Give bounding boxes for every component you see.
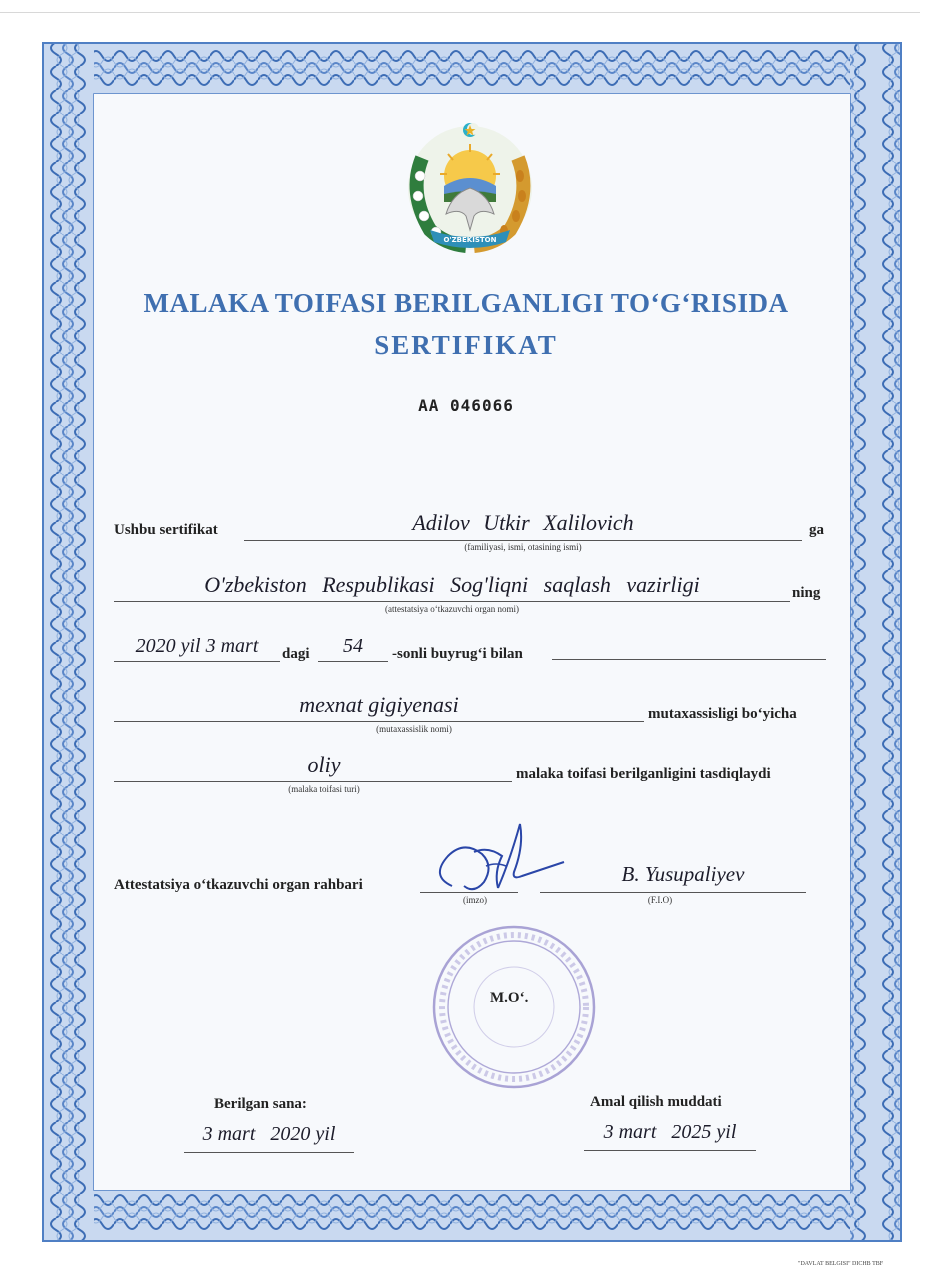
category-caption: (malaka toifasi turi) bbox=[288, 784, 360, 794]
signature-icon bbox=[424, 816, 574, 902]
certificate-title: MALAKA TOIFASI BERILGANLIGI TO‘G‘RISIDA bbox=[143, 288, 789, 318]
line4-suffix: mutaxassisligi bo‘yicha bbox=[648, 706, 797, 722]
order-number-rule bbox=[318, 661, 388, 662]
signature-caption: (imzo) bbox=[463, 895, 487, 905]
valid-until-label: Amal qilish muddati bbox=[590, 1094, 722, 1110]
valid-until-date: 3 mart 2025 yil bbox=[603, 1121, 737, 1143]
holder-name-caption: (familiyasi, ismi, otasining ismi) bbox=[464, 542, 582, 552]
state-emblem-icon bbox=[400, 118, 540, 254]
qualification-category: oliy bbox=[307, 752, 341, 777]
certificate-subtitle: SERTIFIKAT bbox=[374, 330, 558, 360]
valid-until-rule bbox=[584, 1150, 756, 1151]
line1-rule bbox=[244, 540, 802, 541]
emblem-ribbon-text: O'ZBEKISTON bbox=[443, 236, 497, 244]
order-date-rule bbox=[114, 661, 280, 662]
stamp-label: M.O‘. bbox=[490, 990, 529, 1006]
signatory-name: B. Yusupaliyev bbox=[621, 862, 745, 886]
line5-suffix: malaka toifasi berilganligini tasdiqlaydi bbox=[516, 766, 771, 782]
issued-date-rule bbox=[184, 1152, 354, 1153]
specialty-caption: (mutaxassislik nomi) bbox=[376, 724, 452, 734]
line2-suffix: ning bbox=[792, 585, 821, 601]
order-date: 2020 yil 3 mart bbox=[135, 635, 259, 657]
line4-rule bbox=[114, 721, 644, 722]
order-dagi: dagi bbox=[282, 646, 310, 662]
order-text: -sonli buyrug‘i bilan bbox=[392, 646, 523, 662]
issued-date-label: Berilgan sana: bbox=[214, 1096, 307, 1112]
specialty: mexnat gigiyenasi bbox=[299, 692, 459, 717]
line2-rule bbox=[114, 601, 790, 602]
signatory-label: Attestatsiya o‘tkazuvchi organ rahbari bbox=[114, 877, 363, 893]
line1-suffix: ga bbox=[809, 522, 824, 538]
line1-prefix: Ushbu sertifikat bbox=[114, 522, 218, 538]
holder-name: Adilov Utkir Xalilovich bbox=[412, 510, 634, 535]
signatory-name-rule bbox=[540, 892, 806, 893]
printer-note: "DAVLAT BELGISI" DICHB TBF bbox=[798, 1261, 884, 1267]
order-number: 54 bbox=[343, 635, 363, 657]
official-stamp-icon bbox=[428, 922, 600, 1092]
line5-rule bbox=[114, 781, 512, 782]
issued-date: 3 mart 2020 yil bbox=[202, 1123, 336, 1145]
signatory-name-caption: (F.I.O) bbox=[647, 895, 673, 905]
serial-number: AA 046066 bbox=[418, 396, 514, 415]
scan-edge-line bbox=[0, 12, 920, 13]
attesting-organization: O'zbekiston Respublikasi Sog'liqni saqlash vazirligi bbox=[204, 572, 700, 597]
organization-caption: (attestatsiya o‘tkazuvchi organ nomi) bbox=[384, 604, 520, 614]
line3-trailing-rule bbox=[552, 659, 826, 660]
